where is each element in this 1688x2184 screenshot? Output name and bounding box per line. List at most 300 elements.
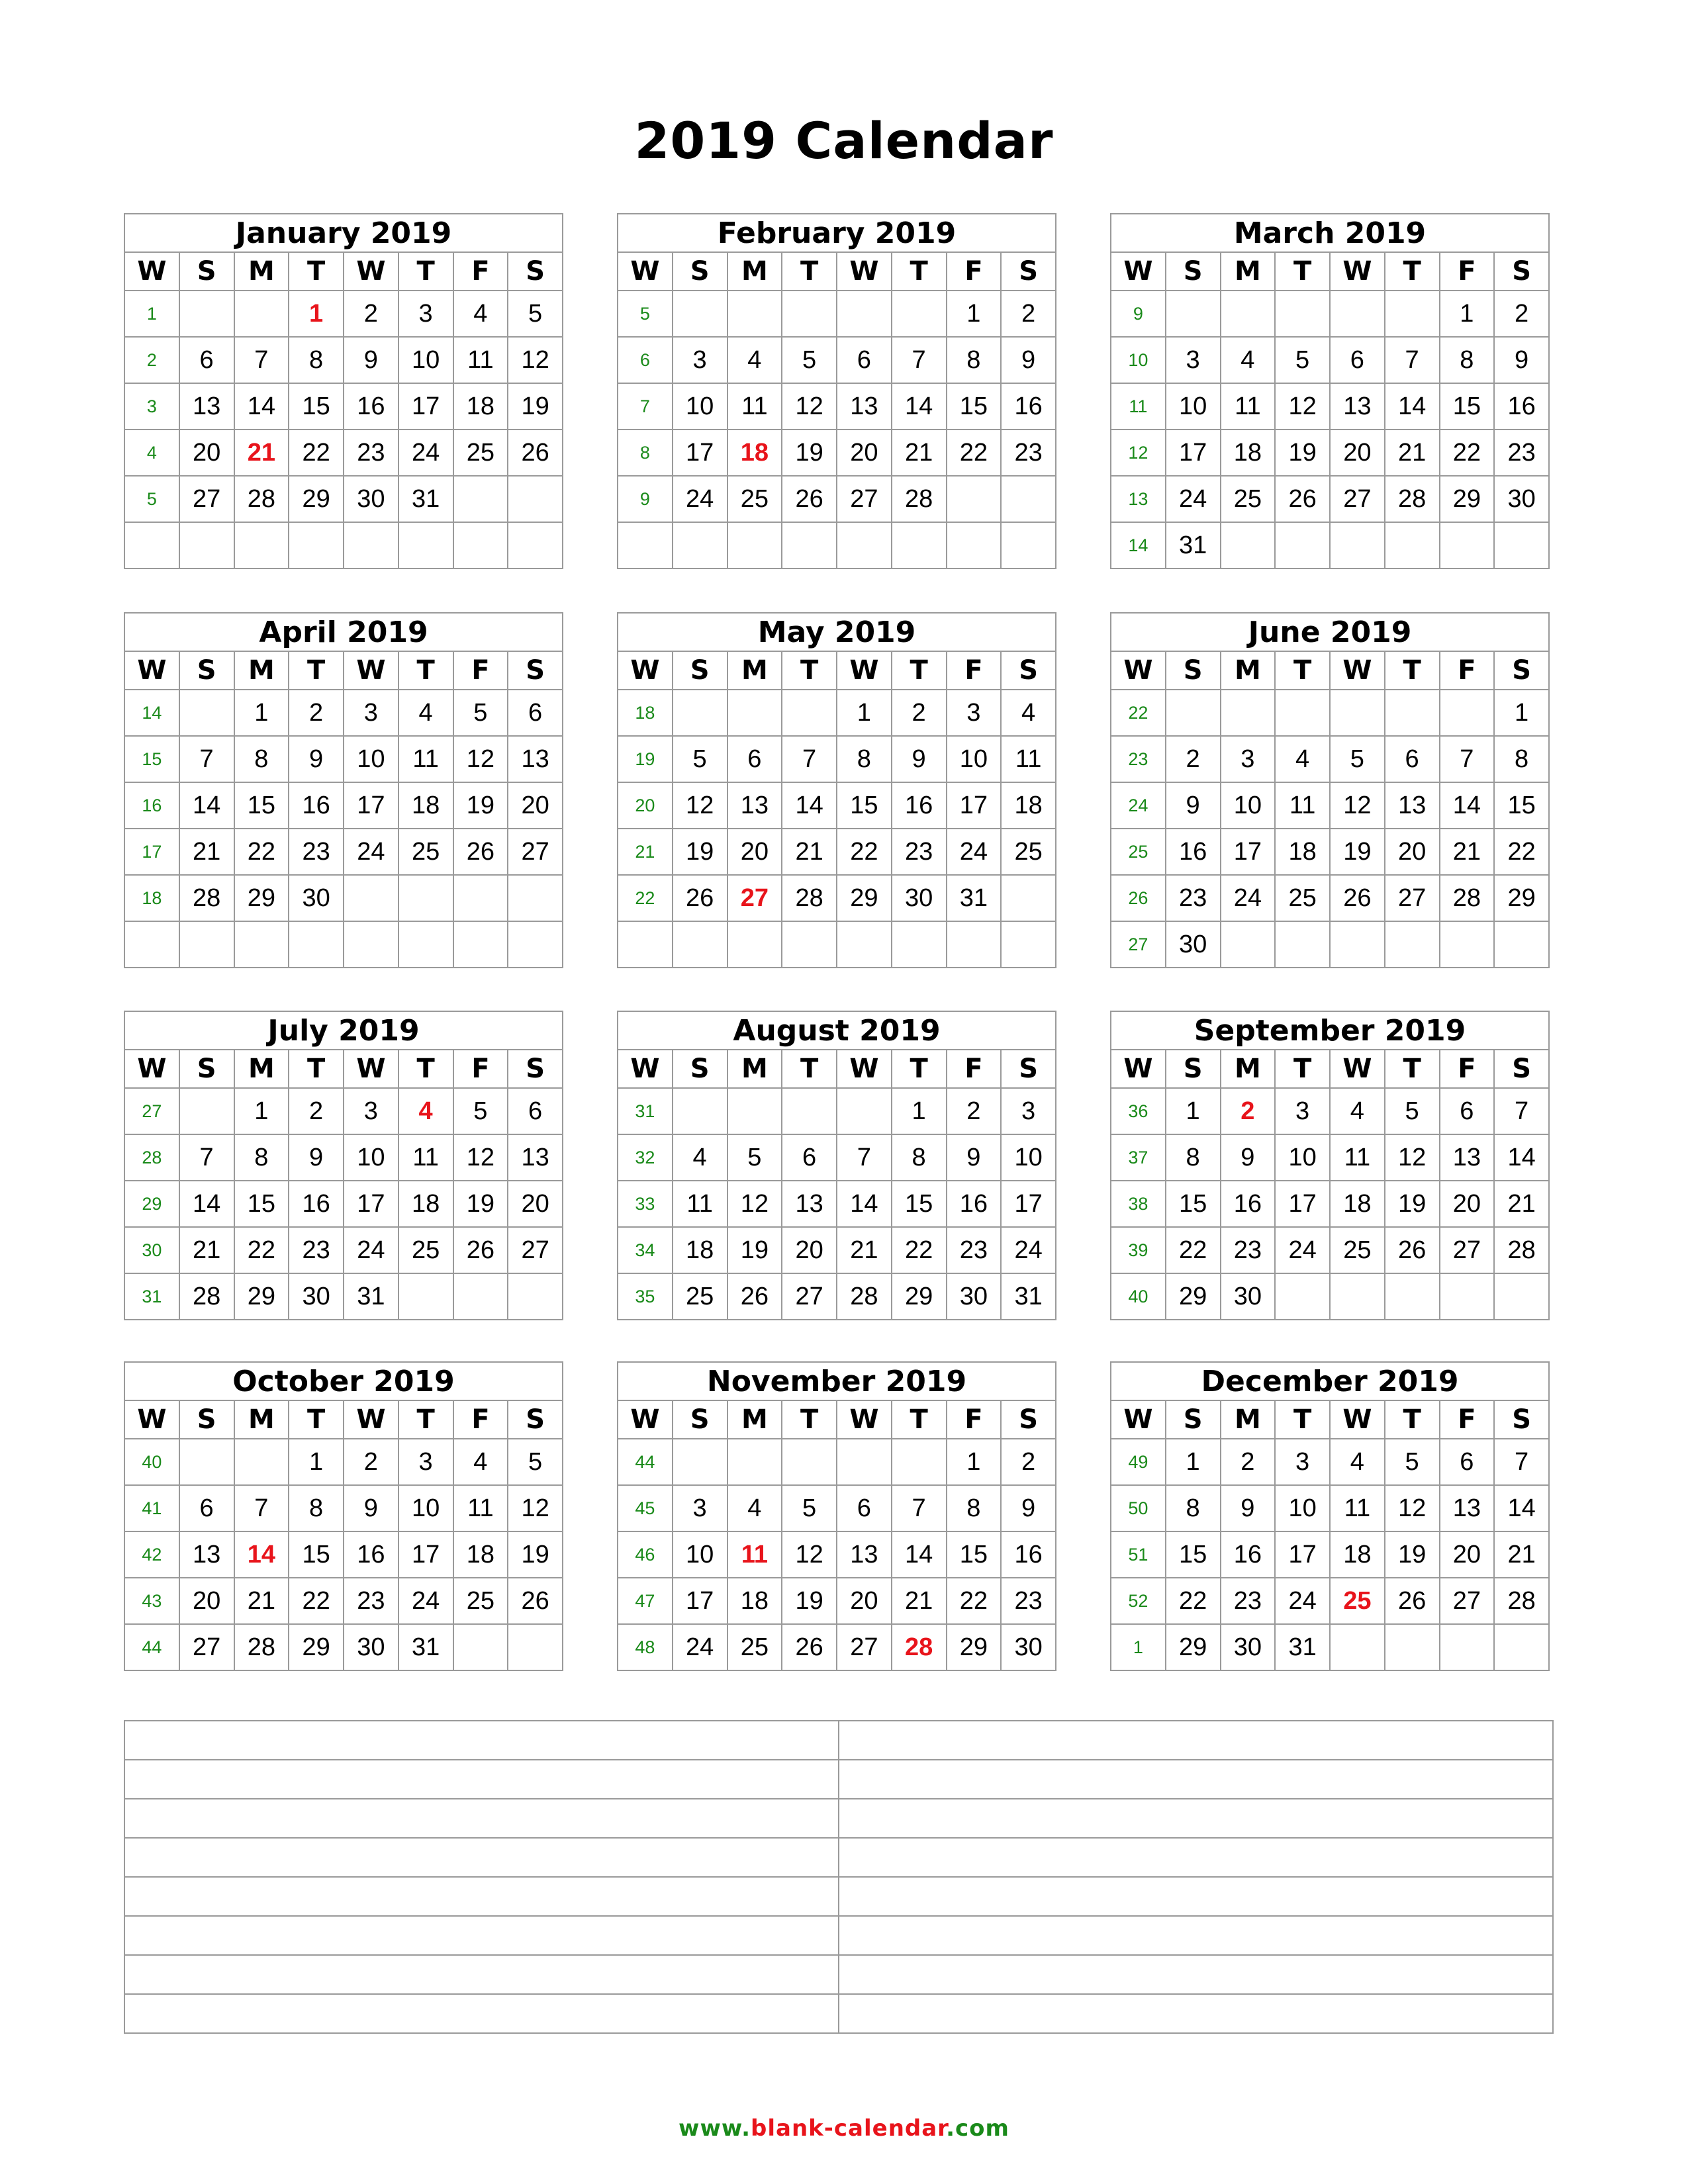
empty-cell — [1385, 291, 1440, 337]
day-cell: 30 — [892, 875, 947, 921]
week-number: 5 — [618, 291, 673, 337]
day-cell: 6 — [508, 690, 563, 736]
week-row — [1111, 1531, 1549, 1578]
day-cell: 15 — [234, 782, 289, 829]
week-number: 16 — [124, 782, 179, 829]
notes-cell[interactable] — [124, 1955, 839, 1994]
month-title: February 2019 — [618, 214, 1056, 252]
week-number: 14 — [1111, 522, 1166, 569]
day-cell: 25 — [453, 430, 508, 476]
day-cell: 13 — [1330, 383, 1385, 430]
weekday-header: S — [179, 651, 234, 690]
week-row — [1111, 1088, 1549, 1134]
day-cell: 17 — [673, 1578, 727, 1624]
notes-row — [124, 1760, 1553, 1799]
month-calendar — [124, 213, 563, 569]
empty-cell — [892, 522, 947, 569]
day-cell: 29 — [837, 875, 892, 921]
weekday-header: T — [1275, 252, 1330, 291]
day-cell: 16 — [344, 383, 399, 430]
weekday-header: S — [508, 1400, 563, 1439]
day-cell: 8 — [1166, 1134, 1221, 1181]
day-cell: 2 — [892, 690, 947, 736]
day-cell: 10 — [1166, 383, 1221, 430]
weekday-header: M — [234, 1400, 289, 1439]
day-cell: 24 — [344, 1227, 399, 1273]
day-cell: 26 — [673, 875, 727, 921]
day-cell: 9 — [1494, 337, 1549, 383]
empty-cell — [1385, 522, 1440, 569]
month-calendar — [124, 612, 563, 968]
empty-cell — [1385, 1624, 1440, 1670]
day-cell: 22 — [837, 829, 892, 875]
empty-cell — [1494, 522, 1549, 569]
weekday-header: F — [1440, 1400, 1495, 1439]
notes-cell[interactable] — [124, 1760, 839, 1799]
day-cell: 18 — [1001, 782, 1056, 829]
notes-cell[interactable] — [839, 1994, 1553, 2033]
day-cell: 20 — [782, 1227, 837, 1273]
day-cell: 12 — [453, 736, 508, 782]
day-cell: 20 — [1440, 1531, 1495, 1578]
day-cell: 7 — [234, 337, 289, 383]
week-number: 30 — [124, 1227, 179, 1273]
holiday-cell: 25 — [1330, 1578, 1385, 1624]
day-cell: 26 — [727, 1273, 782, 1320]
day-cell: 19 — [453, 782, 508, 829]
day-cell: 9 — [344, 337, 399, 383]
day-cell: 3 — [344, 690, 399, 736]
week-number: 1 — [1111, 1624, 1166, 1670]
weekday-header: F — [1440, 252, 1495, 291]
notes-cell[interactable] — [124, 1799, 839, 1838]
month-title: March 2019 — [1111, 214, 1549, 252]
notes-cell[interactable] — [839, 1877, 1553, 1916]
day-cell: 27 — [508, 829, 563, 875]
week-row — [1111, 337, 1549, 383]
empty-cell — [508, 875, 563, 921]
day-cell: 14 — [1385, 383, 1440, 430]
empty-cell — [453, 921, 508, 968]
notes-cell[interactable] — [839, 1799, 1553, 1838]
notes-cell[interactable] — [839, 1721, 1553, 1760]
week-row — [1111, 1227, 1549, 1273]
day-cell: 21 — [782, 829, 837, 875]
empty-cell — [179, 1088, 234, 1134]
day-cell: 30 — [1221, 1624, 1276, 1670]
week-number: 5 — [124, 476, 179, 522]
empty-cell — [344, 921, 399, 968]
day-cell: 18 — [1275, 829, 1330, 875]
weekday-header: F — [1440, 1050, 1495, 1088]
week-number: 18 — [618, 690, 673, 736]
empty-cell — [453, 522, 508, 569]
week-row — [618, 1439, 1056, 1485]
day-cell: 21 — [179, 1227, 234, 1273]
month-title: May 2019 — [618, 613, 1056, 651]
weekday-header: S — [1001, 252, 1056, 291]
day-cell: 31 — [1166, 522, 1221, 569]
day-cell: 30 — [947, 1273, 1002, 1320]
weekday-header: F — [947, 651, 1002, 690]
empty-cell — [1330, 522, 1385, 569]
day-cell: 20 — [508, 1181, 563, 1227]
day-cell: 5 — [453, 690, 508, 736]
day-cell: 17 — [1221, 829, 1276, 875]
week-row — [1111, 476, 1549, 522]
day-cell: 9 — [1001, 337, 1056, 383]
week-row — [618, 1134, 1056, 1181]
notes-cell[interactable] — [839, 1760, 1553, 1799]
day-cell: 14 — [837, 1181, 892, 1227]
day-cell: 8 — [892, 1134, 947, 1181]
notes-cell[interactable] — [839, 1838, 1553, 1877]
weekday-header: W — [1111, 1050, 1166, 1088]
month-title: August 2019 — [618, 1011, 1056, 1050]
weekday-header: T — [782, 651, 837, 690]
day-cell: 21 — [179, 829, 234, 875]
weekday-header: W — [1330, 651, 1385, 690]
day-cell: 16 — [1221, 1531, 1276, 1578]
weekday-header: M — [1221, 1050, 1276, 1088]
day-cell: 14 — [1494, 1134, 1549, 1181]
day-cell: 17 — [1166, 430, 1221, 476]
empty-cell — [673, 522, 727, 569]
notes-cell[interactable] — [124, 1916, 839, 1955]
day-cell: 14 — [179, 782, 234, 829]
week-number: 44 — [124, 1624, 179, 1670]
weekday-header: M — [234, 651, 289, 690]
week-row — [124, 921, 563, 968]
weekday-header: F — [947, 1050, 1002, 1088]
day-cell: 6 — [782, 1134, 837, 1181]
day-cell: 19 — [782, 430, 837, 476]
day-cell: 10 — [344, 736, 399, 782]
notes-cell[interactable] — [124, 1877, 839, 1916]
day-cell: 18 — [1330, 1181, 1385, 1227]
week-number: 48 — [618, 1624, 673, 1670]
empty-cell — [234, 522, 289, 569]
day-cell: 21 — [1494, 1531, 1549, 1578]
day-cell: 10 — [947, 736, 1002, 782]
day-cell: 10 — [673, 1531, 727, 1578]
day-cell: 24 — [1001, 1227, 1056, 1273]
week-row — [618, 1227, 1056, 1273]
empty-cell — [453, 476, 508, 522]
weekday-header: T — [289, 1400, 344, 1439]
day-cell: 17 — [1275, 1531, 1330, 1578]
day-cell: 4 — [1275, 736, 1330, 782]
weekday-header: F — [1440, 651, 1495, 690]
day-cell: 24 — [947, 829, 1002, 875]
weekday-header: S — [1494, 1400, 1549, 1439]
week-row — [124, 1578, 563, 1624]
day-cell: 28 — [234, 476, 289, 522]
empty-cell — [1385, 1273, 1440, 1320]
day-cell: 14 — [892, 383, 947, 430]
empty-cell — [234, 1439, 289, 1485]
day-cell: 3 — [673, 1485, 727, 1531]
weekday-header: S — [1001, 1050, 1056, 1088]
empty-cell — [1440, 1624, 1495, 1670]
empty-cell — [234, 291, 289, 337]
week-row — [124, 522, 563, 569]
empty-cell — [1494, 1624, 1549, 1670]
month-calendar — [124, 1361, 563, 1671]
week-number: 20 — [618, 782, 673, 829]
weekday-header: S — [1494, 252, 1549, 291]
weekday-header: W — [344, 1400, 399, 1439]
empty-cell — [1275, 291, 1330, 337]
day-cell: 27 — [179, 1624, 234, 1670]
week-row — [1111, 1181, 1549, 1227]
day-cell: 12 — [1330, 782, 1385, 829]
day-cell: 9 — [1166, 782, 1221, 829]
empty-cell — [1330, 1624, 1385, 1670]
week-row — [124, 690, 563, 736]
empty-cell — [1221, 690, 1276, 736]
day-cell: 27 — [837, 476, 892, 522]
week-number: 14 — [124, 690, 179, 736]
day-cell: 21 — [837, 1227, 892, 1273]
week-number: 18 — [124, 875, 179, 921]
day-cell: 13 — [837, 1531, 892, 1578]
week-row — [124, 1485, 563, 1531]
week-number: 46 — [618, 1531, 673, 1578]
weekday-header: W — [1111, 252, 1166, 291]
day-cell: 23 — [1001, 430, 1056, 476]
week-row — [618, 522, 1056, 569]
notes-cell[interactable] — [839, 1916, 1553, 1955]
weekday-header: W — [1330, 1400, 1385, 1439]
week-number: 38 — [1111, 1181, 1166, 1227]
day-cell: 30 — [1166, 921, 1221, 968]
day-cell: 14 — [1494, 1485, 1549, 1531]
empty-cell — [1440, 921, 1495, 968]
empty-cell — [1385, 921, 1440, 968]
empty-cell — [179, 522, 234, 569]
weekday-header: W — [1111, 651, 1166, 690]
day-cell: 11 — [1330, 1134, 1385, 1181]
weekday-header: T — [1275, 1050, 1330, 1088]
week-number: 33 — [618, 1181, 673, 1227]
day-cell: 16 — [1166, 829, 1221, 875]
day-cell: 23 — [1494, 430, 1549, 476]
day-cell: 7 — [1494, 1088, 1549, 1134]
day-cell: 1 — [837, 690, 892, 736]
day-cell: 3 — [399, 1439, 453, 1485]
empty-cell — [947, 921, 1002, 968]
day-cell: 5 — [673, 736, 727, 782]
week-number: 29 — [124, 1181, 179, 1227]
weekday-header: T — [892, 1050, 947, 1088]
day-cell: 11 — [1001, 736, 1056, 782]
weekday-header: W — [618, 1400, 673, 1439]
day-cell: 23 — [1221, 1578, 1276, 1624]
weekday-header: S — [179, 1400, 234, 1439]
empty-cell — [1440, 1273, 1495, 1320]
day-cell: 27 — [508, 1227, 563, 1273]
empty-cell — [508, 921, 563, 968]
day-cell: 13 — [508, 1134, 563, 1181]
day-cell: 19 — [453, 1181, 508, 1227]
week-number: 9 — [618, 476, 673, 522]
holiday-cell: 21 — [234, 430, 289, 476]
weekday-header: W — [344, 651, 399, 690]
day-cell: 24 — [673, 1624, 727, 1670]
weekday-header: T — [399, 1050, 453, 1088]
day-cell: 11 — [453, 337, 508, 383]
weekday-header: M — [1221, 252, 1276, 291]
week-number: 17 — [124, 829, 179, 875]
empty-cell — [1440, 690, 1495, 736]
week-row — [124, 829, 563, 875]
day-cell: 30 — [1221, 1273, 1276, 1320]
week-row — [124, 476, 563, 522]
week-number: 50 — [1111, 1485, 1166, 1531]
notes-row — [124, 1838, 1553, 1877]
day-cell: 15 — [289, 383, 344, 430]
day-cell: 24 — [1166, 476, 1221, 522]
week-row — [124, 383, 563, 430]
empty-cell — [1494, 921, 1549, 968]
footer-url[interactable] — [0, 2115, 1688, 2142]
day-cell: 17 — [344, 1181, 399, 1227]
empty-cell — [1001, 476, 1056, 522]
day-cell: 29 — [289, 1624, 344, 1670]
week-number: 26 — [1111, 875, 1166, 921]
day-cell: 13 — [782, 1181, 837, 1227]
weekday-header: T — [289, 651, 344, 690]
holiday-cell: 27 — [727, 875, 782, 921]
week-number: 31 — [618, 1088, 673, 1134]
day-cell: 5 — [1330, 736, 1385, 782]
weekday-header: W — [618, 1050, 673, 1088]
day-cell: 15 — [1166, 1531, 1221, 1578]
day-cell: 31 — [344, 1273, 399, 1320]
empty-cell — [727, 1088, 782, 1134]
day-cell: 4 — [727, 337, 782, 383]
month-title: July 2019 — [124, 1011, 563, 1050]
month-calendar — [617, 1361, 1056, 1671]
day-cell: 26 — [453, 1227, 508, 1273]
day-cell: 29 — [1166, 1273, 1221, 1320]
week-number: 13 — [1111, 476, 1166, 522]
day-cell: 24 — [344, 829, 399, 875]
week-number: 37 — [1111, 1134, 1166, 1181]
notes-row — [124, 1877, 1553, 1916]
day-cell: 25 — [399, 829, 453, 875]
day-cell: 25 — [453, 1578, 508, 1624]
weekday-header: S — [673, 651, 727, 690]
week-number: 27 — [1111, 921, 1166, 968]
holiday-cell: 14 — [234, 1531, 289, 1578]
day-cell: 16 — [892, 782, 947, 829]
day-cell: 1 — [1440, 291, 1495, 337]
empty-cell — [399, 875, 453, 921]
empty-cell — [289, 522, 344, 569]
day-cell: 23 — [344, 1578, 399, 1624]
empty-cell — [1001, 875, 1056, 921]
day-cell: 9 — [1221, 1134, 1276, 1181]
notes-cell[interactable] — [124, 1994, 839, 2033]
day-cell: 10 — [399, 337, 453, 383]
day-cell: 20 — [837, 430, 892, 476]
week-number: 39 — [1111, 1227, 1166, 1273]
empty-cell — [453, 875, 508, 921]
notes-cell[interactable] — [839, 1955, 1553, 1994]
week-row — [1111, 782, 1549, 829]
weekday-header: W — [837, 651, 892, 690]
day-cell: 1 — [1166, 1088, 1221, 1134]
weekday-header: S — [673, 1400, 727, 1439]
empty-cell — [947, 522, 1002, 569]
week-number: 10 — [1111, 337, 1166, 383]
weekday-header: W — [837, 252, 892, 291]
day-cell: 8 — [947, 337, 1002, 383]
week-number — [618, 522, 673, 569]
day-cell: 7 — [892, 1485, 947, 1531]
weekday-header: W — [124, 1050, 179, 1088]
week-number: 51 — [1111, 1531, 1166, 1578]
day-cell: 12 — [782, 383, 837, 430]
day-cell: 15 — [837, 782, 892, 829]
day-cell: 27 — [1440, 1227, 1495, 1273]
day-cell: 6 — [1330, 337, 1385, 383]
week-number: 22 — [618, 875, 673, 921]
day-cell: 3 — [1221, 736, 1276, 782]
empty-cell — [1221, 291, 1276, 337]
empty-cell — [1275, 522, 1330, 569]
month-title: April 2019 — [124, 613, 563, 651]
day-cell: 25 — [1001, 829, 1056, 875]
weekday-header: S — [179, 252, 234, 291]
day-cell: 3 — [947, 690, 1002, 736]
notes-cell[interactable] — [124, 1721, 839, 1760]
day-cell: 6 — [727, 736, 782, 782]
day-cell: 5 — [1385, 1439, 1440, 1485]
day-cell: 17 — [1275, 1181, 1330, 1227]
week-row — [618, 291, 1056, 337]
week-row — [124, 736, 563, 782]
day-cell: 8 — [1440, 337, 1495, 383]
empty-cell — [727, 522, 782, 569]
day-cell: 16 — [1221, 1181, 1276, 1227]
day-cell: 14 — [234, 383, 289, 430]
day-cell: 22 — [947, 1578, 1002, 1624]
notes-row — [124, 1916, 1553, 1955]
day-cell: 23 — [947, 1227, 1002, 1273]
month-calendar — [124, 1011, 563, 1320]
empty-cell — [782, 690, 837, 736]
week-row — [124, 1181, 563, 1227]
weekday-header: S — [1001, 651, 1056, 690]
week-row — [618, 921, 1056, 968]
notes-cell[interactable] — [124, 1838, 839, 1877]
day-cell: 30 — [289, 1273, 344, 1320]
weekday-header: M — [234, 252, 289, 291]
day-cell: 18 — [673, 1227, 727, 1273]
day-cell: 29 — [947, 1624, 1002, 1670]
empty-cell — [399, 1273, 453, 1320]
empty-cell — [782, 522, 837, 569]
day-cell: 7 — [1494, 1439, 1549, 1485]
day-cell: 31 — [947, 875, 1002, 921]
day-cell: 20 — [179, 430, 234, 476]
week-row — [618, 782, 1056, 829]
week-number: 41 — [124, 1485, 179, 1531]
day-cell: 26 — [782, 1624, 837, 1670]
